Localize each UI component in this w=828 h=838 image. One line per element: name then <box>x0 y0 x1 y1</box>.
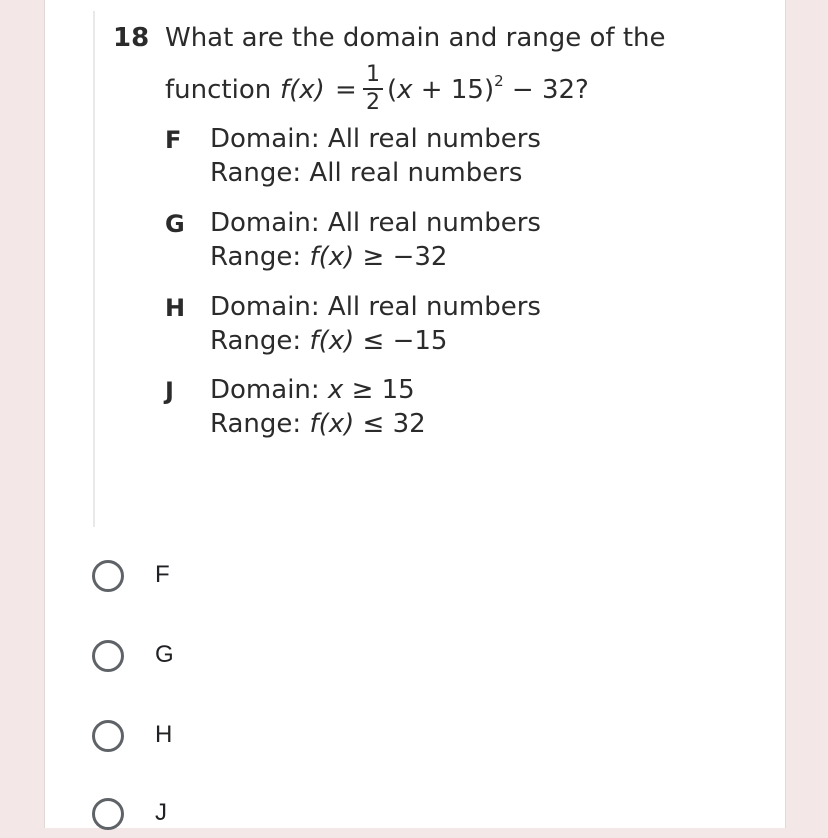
range-function: f(x) <box>309 242 355 272</box>
question-image <box>93 11 695 527</box>
radio-label-j[interactable]: J <box>155 799 167 826</box>
radio-label-g[interactable]: G <box>155 641 174 668</box>
function-notation: f(x) <box>280 75 325 105</box>
range-prefix: Range: <box>210 242 310 272</box>
choice-g-domain: Domain: All real numbers <box>210 208 541 238</box>
question-number: 18 <box>113 23 150 53</box>
radio-button-h[interactable] <box>92 720 124 752</box>
choice-j-domain <box>210 373 426 407</box>
domain-prefix: Domain: <box>210 375 328 405</box>
fraction-numerator: 1 <box>366 62 380 87</box>
choice-f-domain: Domain: All real numbers <box>210 124 541 154</box>
choice-letter-g: G <box>165 210 185 238</box>
exponent: 2 <box>494 72 504 90</box>
range-relation: ≤ 32 <box>354 409 426 439</box>
range-prefix: Range: <box>210 326 310 356</box>
paren-open: ( <box>387 75 398 105</box>
range-relation: ≥ −32 <box>354 242 448 272</box>
choice-text-f <box>210 122 541 190</box>
choice-f-range: Range: All real numbers <box>210 158 523 188</box>
question-function-word: function <box>165 75 272 105</box>
choice-h-range <box>210 324 541 358</box>
expression-tail <box>387 72 589 105</box>
expression-mid: + 15) <box>412 75 495 105</box>
choice-h-domain: Domain: All real numbers <box>210 292 541 322</box>
range-prefix: Range: <box>210 409 310 439</box>
choice-text-h <box>210 290 541 358</box>
fraction-denominator: 2 <box>366 90 380 115</box>
question-text-line1: What are the domain and range of the <box>165 23 666 53</box>
radio-button-f[interactable] <box>92 560 124 592</box>
radio-label-f[interactable]: F <box>155 561 170 588</box>
range-relation: ≤ −15 <box>354 326 448 356</box>
choice-g-range <box>210 240 541 274</box>
expression-end: − 32? <box>503 75 589 105</box>
radio-option-h[interactable] <box>92 720 392 760</box>
fraction-one-half <box>363 63 383 115</box>
radio-option-g[interactable] <box>92 640 392 680</box>
radio-option-f[interactable] <box>92 560 392 600</box>
range-function: f(x) <box>309 409 355 439</box>
choice-j-range <box>210 407 426 441</box>
variable-x: x <box>397 75 413 105</box>
domain-relation: ≥ 15 <box>343 375 415 405</box>
radio-button-g[interactable] <box>92 640 124 672</box>
choice-text-g <box>210 206 541 274</box>
choice-letter-j: J <box>165 377 174 405</box>
choice-letter-h: H <box>165 294 186 322</box>
equals-sign: = <box>335 75 357 105</box>
choice-text-j <box>210 373 426 441</box>
radio-option-j[interactable] <box>92 798 392 838</box>
domain-variable: x <box>327 375 344 405</box>
radio-label-h[interactable]: H <box>155 721 173 748</box>
choice-letter-f: F <box>165 126 182 154</box>
range-function: f(x) <box>309 326 355 356</box>
form-card <box>44 0 786 828</box>
radio-button-j[interactable] <box>92 798 124 830</box>
